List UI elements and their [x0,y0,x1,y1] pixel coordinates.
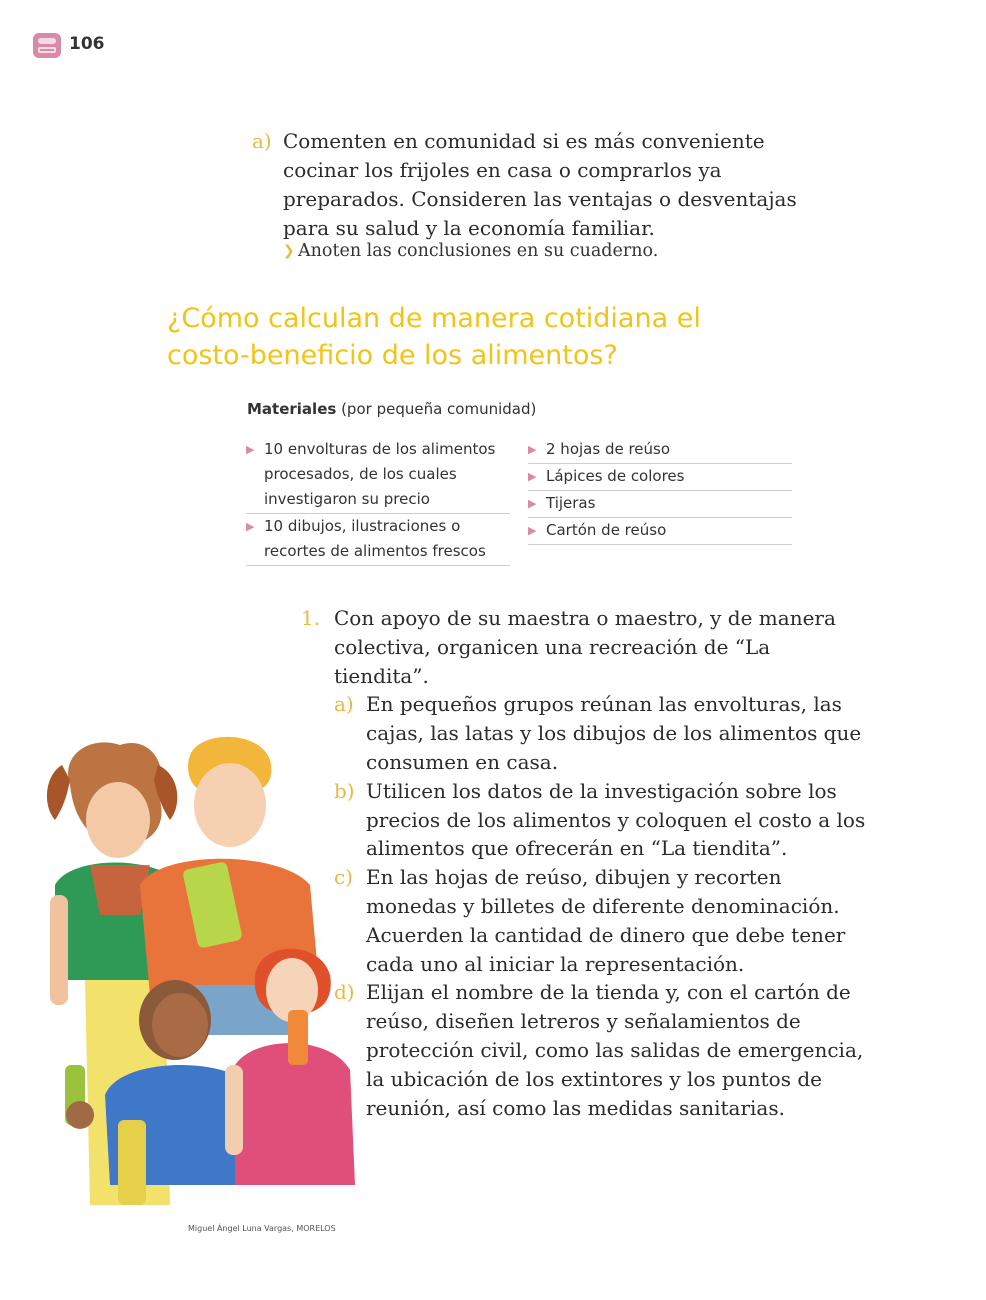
section-heading [167,300,787,374]
sub-item [334,777,866,863]
material-text: 10 envolturas de los alimentos procesados, de los cuales investigaron su precio [264,440,496,508]
material-text: 2 hojas de reúso [546,440,671,458]
activity-text: Con apoyo de su maestra o maestro, y de manera colectiva, organicen una recreación de “La tiendita”. [334,606,836,688]
material-item [246,437,510,514]
sub-item [334,978,866,1122]
heading-line: costo-beneficio de los alimentos? [167,340,618,371]
heading-line: ¿Cómo calculan de manera cotidiana el [167,303,701,334]
double-chevron-icon: ▶ [246,443,255,456]
intro-item [252,127,812,243]
item-marker: a) [252,129,272,153]
material-item [528,491,792,518]
double-chevron-icon: ▶ [528,524,537,537]
materials-title-bold: Materiales [247,400,337,418]
material-text: 10 dibujos, ilustraciones o recortes de alimentos frescos [264,517,486,560]
activity-item [301,604,866,690]
material-item [528,464,792,491]
book-icon [33,33,61,58]
sub-item-text: En pequeños grupos reúnan las envolturas, las cajas, las latas y los dibujos de los alimentos que consumen en casa. [366,692,862,774]
note-text: Anoten las conclusiones en su cuaderno. [298,241,659,261]
item-marker: c) [334,865,354,890]
material-item [246,514,510,566]
sub-item-text: En las hojas de reúso, dibujen y recorten monedas y billetes de diferente denominación. Acuerden la cantidad de dinero que debe tener cada uno al iniciar la representación. [366,865,846,976]
sub-item [334,690,866,776]
note [283,241,658,261]
sub-item [334,863,866,978]
material-item [528,518,792,545]
item-marker: a) [334,692,354,717]
double-chevron-icon: ▶ [528,497,537,510]
illustration-caption [188,1224,336,1233]
sub-item-text: Utilicen los datos de la investigación sobre los precios de los alimentos y coloquen el costo a los alimentos que ofrecerán en “La tiendita”. [366,778,866,861]
material-text: Lápices de colores [546,467,685,485]
caption-place: MORELOS [296,1224,336,1233]
double-chevron-icon: ▶ [528,443,537,456]
double-chevron-icon: ▶ [246,520,255,533]
item-marker: b) [334,778,355,803]
double-chevron-icon: ▶ [528,470,537,483]
sub-item-text: Elijan el nombre de la tienda y, con el cartón de reúso, diseñen letreros y señalamientos de protección civil, como las salidas de emergencia, la ubicación de los extintores y los puntos de reunión, así como las medidas sanitarias. [366,980,864,1120]
item-marker: d) [334,980,355,1005]
item-number: 1. [301,606,321,630]
materials-title [247,400,536,418]
materials-column-1 [246,437,510,566]
caption-name: Miguel Ángel Luna Vargas, [188,1224,294,1233]
chevron-right-icon: ❯ [283,243,295,259]
materials-column-2 [528,437,792,545]
intro-text: Comenten en comunidad si es más conveniente cocinar los frijoles en casa o comprarlos ya preparados. Consideren las ventajas o desventajas para su salud y la economía familiar. [283,129,797,240]
page-number: 106 [69,34,105,54]
material-text: Cartón de reúso [546,521,667,539]
materials-title-rest: (por pequeña comunidad) [341,400,537,418]
children-illustration [30,735,365,1220]
material-item [528,437,792,464]
material-text: Tijeras [546,494,596,512]
activity-list [301,604,866,1122]
